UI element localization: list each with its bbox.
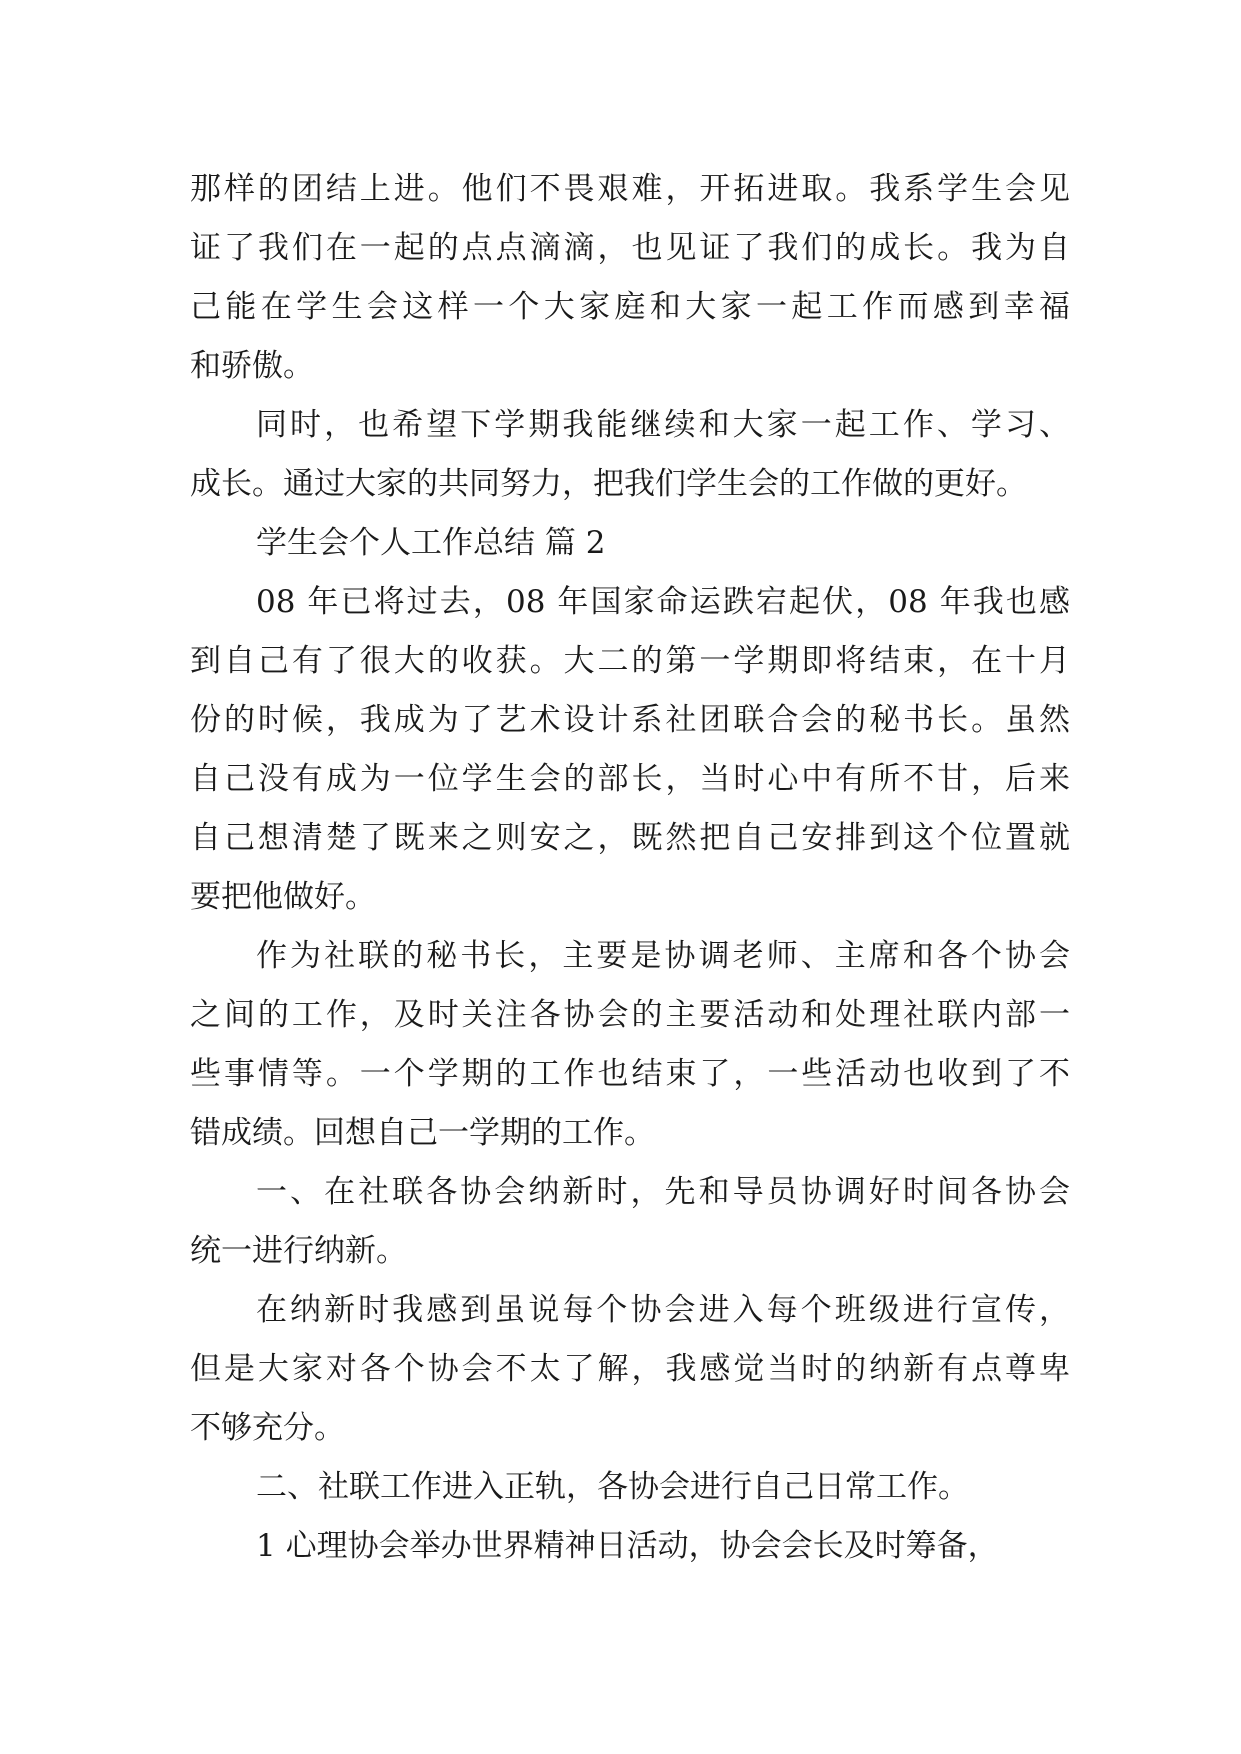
paragraph-line: 错成绩。回想自己一学期的工作。	[190, 1115, 655, 1151]
paragraph-line: 要把他做好。	[190, 879, 376, 915]
paragraph-line: 成长。通过大家的共同努力，把我们学生会的工作做的更好。	[190, 466, 1027, 502]
paragraph-line: 和骄傲。	[190, 348, 314, 384]
paragraph-line: 1 心理协会举办世界精神日活动，协会会长及时筹备，	[256, 1528, 999, 1564]
paragraph-line: 己能在学生会这样一个大家庭和大家一起工作而感到幸福	[190, 289, 1070, 325]
document-body	[190, 160, 1070, 1576]
paragraph-line: 之间的工作，及时关注各协会的主要活动和处理社联内部一	[190, 997, 1070, 1033]
paragraph-line: 统一进行纳新。	[190, 1233, 407, 1269]
paragraph-line: 那样的团结上进。他们不畏艰难，开拓进取。我系学生会见	[190, 171, 1070, 207]
paragraph-line: 不够充分。	[190, 1410, 345, 1446]
paragraph-line: 证了我们在一起的点点滴滴，也见证了我们的成长。我为自	[190, 230, 1070, 266]
paragraph-line: 08 年已将过去，08 年国家命运跌宕起伏，08 年我也感	[256, 584, 1070, 620]
paragraph-line: 份的时候，我成为了艺术设计系社团联合会的秘书长。虽然	[190, 702, 1070, 738]
paragraph-line: 在纳新时我感到虽说每个协会进入每个班级进行宣传，	[256, 1292, 1070, 1328]
paragraph-line: 些事情等。一个学期的工作也结束了，一些活动也收到了不	[190, 1056, 1070, 1092]
paragraph-line: 一、在社联各协会纳新时，先和导员协调好时间各协会	[256, 1174, 1070, 1210]
section-heading: 学生会个人工作总结 篇 2	[256, 525, 606, 561]
paragraph-line: 到自己有了很大的收获。大二的第一学期即将结束，在十月	[190, 643, 1070, 679]
paragraph-line: 同时，也希望下学期我能继续和大家一起工作、学习、	[256, 407, 1070, 443]
paragraph-line: 自己没有成为一位学生会的部长，当时心中有所不甘，后来	[190, 761, 1070, 797]
paragraph-line: 二、社联工作进入正轨，各协会进行自己日常工作。	[256, 1469, 969, 1505]
paragraph-line: 但是大家对各个协会不太了解，我感觉当时的纳新有点尊卑	[190, 1351, 1070, 1387]
paragraph-line: 自己想清楚了既来之则安之，既然把自己安排到这个位置就	[190, 820, 1070, 856]
paragraph-line: 作为社联的秘书长，主要是协调老师、主席和各个协会	[256, 938, 1070, 974]
